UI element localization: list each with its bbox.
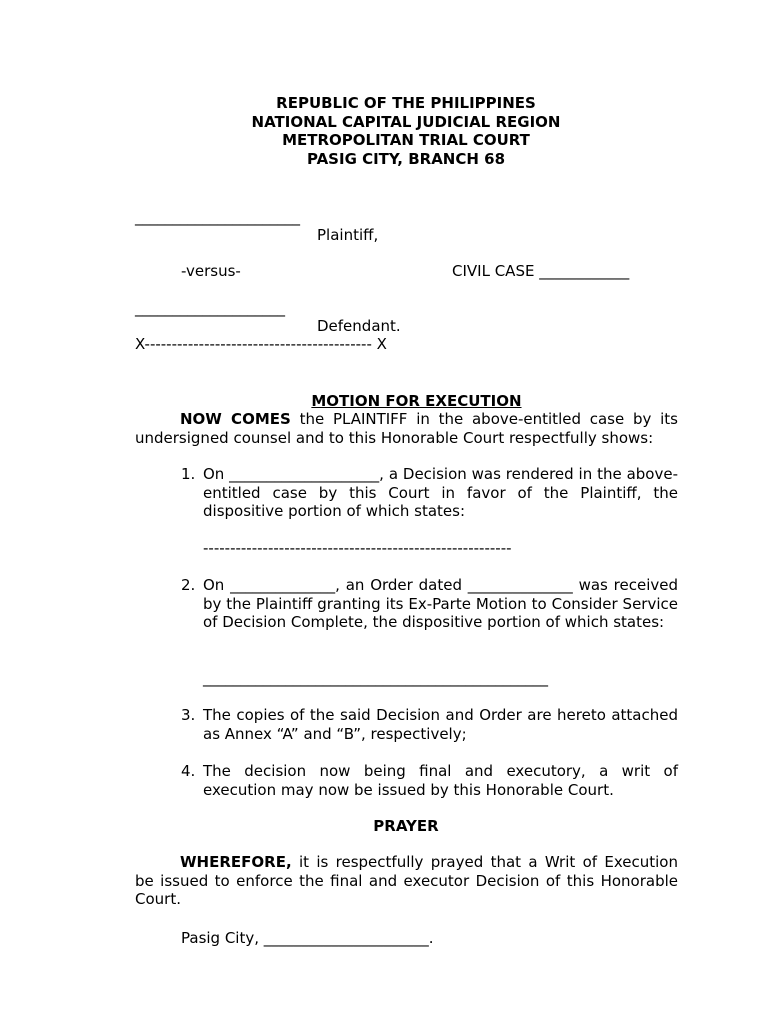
motion-title-text: MOTION FOR EXECUTION: [311, 391, 522, 410]
place-and-date-line: Pasig City, ______________________.: [181, 929, 434, 947]
defendant-label: Defendant.: [317, 317, 401, 335]
prayer-bold: WHEREFORE,: [180, 853, 292, 871]
item-2-quote-line: ______________________________________________: [203, 669, 548, 687]
list-item-text: On ______________, an Order dated ______________ was received by the Plaintiff granting its Ex-Parte Motion to Consider Service of Decision Complete, the dispositive portion of which states:: [203, 576, 678, 631]
list-item-text: The decision now being final and executory, a writ of execution may now be issued by this Honorable Court.: [203, 762, 678, 799]
intro-paragraph: [135, 410, 678, 447]
plaintiff-blank: ______________________: [135, 208, 300, 226]
header-line-republic: REPUBLIC OF THE PHILIPPINES: [276, 94, 536, 112]
header-line-region: NATIONAL CAPITAL JUDICIAL REGION: [251, 112, 561, 131]
list-item-number: 4.: [181, 762, 196, 780]
list-item: [181, 706, 678, 743]
caption-separator: X------------------------------------------ X: [135, 335, 387, 353]
list-item-number: 3.: [181, 706, 196, 724]
list-item: [181, 762, 678, 799]
court-header: [0, 94, 768, 168]
item-1-quote-line: ---------------------------------------------------------: [203, 539, 512, 557]
header-line-branch: PASIG CITY, BRANCH 68: [306, 149, 506, 168]
civil-case-label: CIVIL CASE ____________: [452, 262, 630, 280]
versus-label: -versus-: [181, 262, 241, 280]
list-item-number: 2.: [181, 576, 196, 594]
plaintiff-label: Plaintiff,: [317, 226, 379, 244]
header-line-court: METROPOLITAN TRIAL COURT: [282, 131, 530, 149]
prayer-text: it is respectfully prayed that a Writ of Execution be issued to enforce the final and executor Decision of this Honorable Court.: [135, 853, 678, 908]
list-item-text: The copies of the said Decision and Order are hereto attached as Annex “A” and “B”, respectively;: [203, 706, 678, 743]
prayer-paragraph: [135, 853, 678, 909]
intro-bold: NOW COMES: [180, 410, 291, 428]
defendant-blank: ____________________: [135, 299, 285, 317]
list-item: [181, 576, 678, 632]
list-item-text: On ____________________, a Decision was rendered in the above-entitled case by this Court in favor of the Plaintiff, the dispositive portion of which states:: [203, 465, 678, 520]
prayer-title: PRAYER: [373, 817, 439, 835]
list-item-number: 1.: [181, 465, 196, 483]
intro-text: the PLAINTIFF in the above-entitled case by its undersigned counsel and to this Honorable Court respectfully shows:: [135, 410, 678, 447]
list-item: [181, 465, 678, 521]
